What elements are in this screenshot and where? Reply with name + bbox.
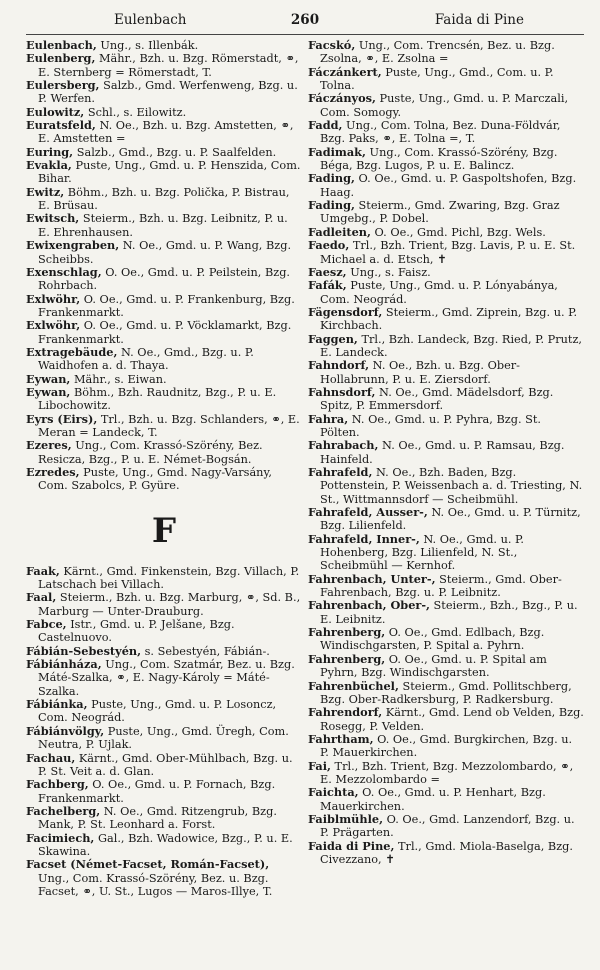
entry-headword: Eulowitz, — [26, 104, 85, 119]
header-left-guideword: Eulenbach — [114, 12, 187, 28]
entry-headword: Fahra, — [308, 411, 349, 426]
section-letter: F — [151, 510, 177, 551]
entry-headword: Faiblmühle, — [308, 811, 383, 826]
entry-text: N. Oe., Gmd., Bzg. u. P. Waidhofen a. d. Thaya. — [38, 345, 254, 373]
entry-text: Mähr., s. Eiwan. — [70, 372, 167, 386]
dictionary-entry — [308, 706, 584, 733]
dictionary-entry — [26, 752, 302, 779]
dictionary-entry — [308, 199, 584, 226]
dictionary-entry — [26, 346, 302, 373]
entry-headword: Facset (Német-Facset, Román-Facset), — [26, 857, 270, 872]
entry-headword: Ewitsch, — [26, 211, 80, 226]
entry-headword: Faida di Pine, — [308, 838, 395, 853]
dictionary-entry — [26, 658, 302, 698]
entry-text: O. Oe., Gmd. u. P. Gaspoltshofen, Bzg. Haag. — [320, 172, 577, 199]
entry-headword: Faal, — [26, 590, 57, 605]
entry-headword: Fachberg, — [26, 777, 89, 792]
entry-headword: Fahrenberg, — [308, 651, 386, 666]
entry-text: Ung., s. Faisz. — [346, 265, 431, 279]
entry-headword: Fahrabach, — [308, 438, 379, 453]
entry-headword: Facimiech, — [26, 830, 95, 845]
entry-text: Salzb., Gmd., Bzg. u. P. Saalfelden. — [73, 145, 277, 159]
entry-headword: Facskó, — [308, 38, 356, 52]
entry-text: Steierm., Gmd. Pollitschberg, Bzg. Ober-Radkersburg, P. Radkersburg. — [320, 679, 572, 706]
dictionary-entry — [308, 386, 584, 413]
entry-headword: Fahrenbüchel, — [308, 678, 399, 693]
dictionary-entry — [308, 626, 584, 653]
entry-text: Ung., Com. Krassó-Szörény, Bez. Resicza, Bzg., P. u. E. Német-Bogsán. — [38, 439, 263, 466]
entry-text: O. Oe., Gmd. Burgkirchen, Bzg. u. P. Mauerkirchen. — [320, 732, 573, 760]
entry-text: Puste, Ung., Gmd. u. P. Marczali, Com. Somogy. — [320, 92, 569, 119]
dictionary-entry — [26, 725, 302, 752]
right-column — [308, 39, 584, 898]
dictionary-entry — [308, 333, 584, 360]
dictionary-entry — [26, 618, 302, 645]
header-right-guideword: Faida di Pine — [434, 12, 524, 28]
dictionary-entry — [308, 573, 584, 600]
entry-text: Puste, Ung., Gmd. Üregh, Com. Neutra, P. Ujlak. — [38, 724, 289, 752]
entry-text: Steierm., Gmd. Ober-Fahrenbach, Bzg. u. P. Leibnitz. — [320, 572, 562, 600]
entry-text: N. Oe., Bzh. Baden, Bzg. Pottenstein, P. Weissenbach a. d. Triesting, N. St., Wittmannsdorf — Scheibmühl. — [320, 466, 583, 506]
dictionary-entry — [308, 413, 584, 440]
dictionary-entry — [26, 79, 302, 106]
entry-text: O. Oe., Gmd. u. P. Vöcklamarkt, Bzg. Frankenmarkt. — [38, 319, 292, 346]
entry-headword: Exlwöhr, — [26, 318, 81, 333]
page-header — [26, 12, 584, 35]
dictionary-entry — [308, 840, 584, 867]
entry-text: Steierm., Bzh. u. Bzg. Leibnitz, P. u. E. Ehrenhausen. — [38, 212, 288, 239]
right-column-entries — [308, 39, 584, 866]
left-column — [26, 39, 302, 898]
entry-text: Kärnt., Gmd. Ober-Mühlbach, Bzg. u. P. St. Veit a. d. Glan. — [38, 751, 293, 778]
dictionary-entry — [308, 306, 584, 333]
entry-headword: Faggen, — [308, 331, 358, 346]
entry-headword: Fadimak, — [308, 144, 366, 159]
entry-headword: Ewitz, — [26, 184, 65, 199]
entry-headword: Fai, — [308, 758, 331, 773]
entry-text: Istr., Gmd. u. P. Jelšane, Bzg. Castelnuovo. — [38, 618, 235, 645]
entry-text: Trl., Bzh. Trient, Bzg. Mezzolombardo, ⚭, E. Mezzolombardo = — [320, 759, 574, 786]
entry-text: Ung., Com. Szatmár, Bez. u. Bzg. Máté-Szalka, ⚭, E. Nagy-Károly = Máté-Szalka. — [38, 658, 295, 698]
entry-headword: Fahrafeld, — [308, 465, 373, 479]
entry-headword: Fahrenbach, Unter-, — [308, 571, 436, 586]
dictionary-entry — [308, 146, 584, 173]
entry-text: N. Oe., Gmd. u. P. Türnitz, Bzg. Lilienfeld. — [320, 506, 581, 533]
entry-headword: Faichta, — [308, 785, 359, 800]
entry-text: O. Oe., Gmd. u. P. Peilstein, Bzg. Rohrbach. — [38, 265, 291, 293]
entry-headword: Eulersberg, — [26, 78, 100, 93]
entry-headword: Fáczányos, — [308, 91, 376, 106]
entry-headword: Exenschlag, — [26, 264, 102, 279]
entry-text: Trl., Bzh. u. Bzg. Schlanders, ⚭, E. Meran = Landeck, T. — [38, 412, 300, 439]
entry-text: O. Oe., Gmd. Edlbach, Bzg. Windischgarsten, P. Spital a. Pyhrn. — [320, 626, 545, 653]
dictionary-entry — [26, 146, 302, 159]
entry-headword: Ezredes, — [26, 465, 80, 479]
entry-headword: Eulenberg, — [26, 51, 96, 66]
dictionary-entry — [308, 786, 584, 813]
entry-text: Kärnt., Gmd. Lend ob Velden, Bzg. Rosegg, P. Velden. — [320, 706, 584, 733]
entry-headword: Eulenbach, — [26, 38, 97, 52]
dictionary-entry — [26, 212, 302, 239]
entry-text: Ung., s. Illenbák. — [96, 39, 199, 52]
dictionary-entry — [308, 466, 584, 506]
dictionary-entry — [308, 39, 584, 66]
entry-text: Puste, Ung., Gmd. u. P. Losoncz, Com. Neográd. — [38, 698, 277, 725]
left-column-e-entries — [26, 39, 302, 493]
entry-headword: Eywan, — [26, 384, 71, 399]
entry-text: Steierm., Bzh., Bzg., P. u. E. Leibnitz. — [320, 599, 578, 626]
dictionary-entry — [26, 591, 302, 618]
dictionary-entry — [26, 239, 302, 266]
entry-text: Gal., Bzh. Wadowice, Bzg., P. u. E. Skawina. — [38, 831, 293, 858]
entry-headword: Fabce, — [26, 617, 67, 632]
dictionary-entry — [26, 266, 302, 293]
entry-text: O. Oe., Gmd. Pichl, Bzg. Wels. — [370, 225, 546, 239]
entry-headword: Fading, — [308, 198, 355, 213]
entry-text: N. Oe., Bzh. u. Bzg. Amstetten, ⚭, E. Amstetten = — [38, 119, 294, 146]
entry-text: N. Oe., Gmd. u. P. Ramsau, Bzg. Hainfeld. — [320, 439, 565, 466]
dictionary-entry — [308, 92, 584, 119]
entry-text: Puste, Ung., Gmd. u. P. Lónyabánya, Com. Neográd. — [320, 279, 558, 306]
dictionary-entry — [308, 66, 584, 93]
entry-headword: Ezeres, — [26, 438, 72, 453]
entry-headword: Fägensdorf, — [308, 304, 383, 319]
entry-text: O. Oe., Gmd. Lanzendorf, Bzg. u. P. Prägarten. — [320, 812, 575, 840]
entry-headword: Eyrs (Eirs), — [26, 411, 98, 426]
entry-headword: Faak, — [26, 563, 60, 578]
dictionary-entry — [26, 106, 302, 119]
entry-headword: Fahndorf, — [308, 358, 370, 373]
dictionary-entry — [308, 760, 584, 787]
dictionary-entry — [308, 680, 584, 707]
entry-headword: Fáczánkert, — [308, 64, 382, 79]
entry-text: N. Oe., Gmd. Ritzengrub, Bzg. Mank, P. St. Leonhard a. Forst. — [38, 804, 277, 832]
dictionary-entry — [308, 239, 584, 266]
dictionary-entry — [26, 119, 302, 146]
entry-text: N. Oe., Gmd. u. P. Wang, Bzg. Scheibbs. — [38, 239, 292, 266]
entry-text: Trl., Bzh. Landeck, Bzg. Ried, P. Prutz, E. Landeck. — [320, 332, 583, 359]
entry-headword: Fadd, — [308, 118, 343, 133]
dictionary-entry — [26, 645, 302, 658]
dictionary-entry — [26, 805, 302, 832]
entry-headword: Euring, — [26, 144, 74, 159]
entry-text: Steierm., Gmd. Zwaring, Bzg. Graz Umgebg., P. Dobel. — [320, 199, 560, 226]
dictionary-entry — [308, 226, 584, 239]
dictionary-entry — [308, 599, 584, 626]
entry-text: Trl., Gmd. Miola-Baselga, Bzg. Civezzano, ✝ — [320, 839, 573, 866]
left-column-f-entries — [26, 565, 302, 899]
entry-text: O. Oe., Gmd. u. P. Frankenburg, Bzg. Frankenmarkt. — [38, 292, 295, 319]
dictionary-entry — [308, 119, 584, 146]
entry-headword: Eywan, — [26, 371, 71, 386]
entry-headword: Extragebäude, — [26, 344, 118, 359]
entry-headword: Evakla, — [26, 158, 72, 173]
entry-text: Ung., Com. Tolna, Bez. Duna-Földvár, Bzg. Paks, ⚭, E. Tolna =, T. — [320, 119, 561, 146]
dictionary-entry — [308, 439, 584, 466]
dictionary-entry — [26, 832, 302, 859]
entry-text: Trl., Bzh. Trient, Bzg. Lavis, P. u. E. St. Michael a. d. Etsch, ✝ — [320, 239, 576, 266]
dictionary-entry — [308, 813, 584, 840]
dictionary-entry — [26, 319, 302, 346]
entry-headword: Fading, — [308, 171, 355, 186]
entry-headword: Euratsfeld, — [26, 118, 96, 133]
entry-headword: Fahrenbach, Ober-, — [308, 598, 430, 613]
dictionary-entry — [308, 533, 584, 573]
entry-headword: Fahrafeld, Inner-, — [308, 531, 420, 546]
entry-text: Ung., Com. Trencsén, Bez. u. Bzg. Zsolna, ⚭, E. Zsolna = — [320, 39, 555, 66]
entry-text: Ung., Com. Krassó-Szörény, Bzg. Béga, Bzg. Lugos, P. u. E. Balincz. — [320, 145, 558, 173]
entry-text: Kärnt., Gmd. Finkenstein, Bzg. Villach, P. Latschach bei Villach. — [38, 564, 300, 592]
entry-headword: Fachelberg, — [26, 803, 101, 818]
dictionary-entry — [26, 52, 302, 79]
columns — [26, 39, 584, 898]
entry-text: Puste, Ung., Gmd. u. P. Henszida, Com. Bihar. — [38, 159, 301, 186]
dictionary-entry — [26, 778, 302, 805]
dictionary-entry — [308, 506, 584, 533]
entry-headword: Fahnsdorf, — [308, 384, 376, 399]
entry-text: Puste, Ung., Gmd. Nagy-Varsány, Com. Szabolcs, P. Gyüre. — [38, 466, 272, 493]
entry-headword: Fábiánháza, — [26, 657, 102, 672]
dictionary-entry — [308, 733, 584, 760]
entry-headword: Fábiánvölgy, — [26, 723, 105, 738]
dictionary-entry — [308, 172, 584, 199]
dictionary-entry — [26, 293, 302, 320]
entry-headword: Fachau, — [26, 750, 76, 765]
entry-headword: Fábiánka, — [26, 697, 88, 712]
dictionary-entry — [308, 266, 584, 279]
entry-headword: Fahrenberg, — [308, 625, 386, 640]
dictionary-entry — [308, 653, 584, 680]
dictionary-entry — [308, 359, 584, 386]
entry-text: O. Oe., Gmd. u. P. Spital am Pyhrn, Bzg. Windischgarsten. — [320, 652, 547, 680]
entry-text: Salzb., Gmd. Werfenweng, Bzg. u. P. Werfen. — [38, 79, 298, 106]
entry-headword: Faedo, — [308, 238, 350, 253]
entry-text: Schl., s. Eilowitz. — [84, 105, 187, 119]
entry-text: Mähr., Bzh. u. Bzg. Römerstadt, ⚭, E. Sternberg = Römerstadt, T. — [38, 52, 299, 79]
entry-text: O. Oe., Gmd. u. P. Fornach, Bzg. Frankenmarkt. — [38, 778, 276, 805]
entry-headword: Fahrafeld, Ausser-, — [308, 505, 428, 520]
entry-text: N. Oe., Gmd. u. P. Hohenberg, Bzg. Lilienfeld, N. St., Scheibmühl — Kernhof. — [320, 532, 524, 573]
dictionary-entry — [26, 439, 302, 466]
dictionary-entry — [26, 373, 302, 386]
entry-headword: Fábián-Sebestyén, — [26, 643, 142, 658]
entry-headword: Faesz, — [308, 264, 347, 279]
entry-headword: Ewixengraben, — [26, 238, 120, 253]
entry-text: N. Oe., Gmd. u. P. Pyhra, Bzg. St. Pölten. — [320, 412, 542, 439]
dictionary-entry — [26, 386, 302, 413]
entry-text: Puste, Ung., Gmd., Com. u. P. Tolna. — [320, 65, 554, 93]
entry-text: Böhm., Bzh. u. Bzg. Polička, P. Bistrau, E. Brüsau. — [38, 185, 290, 213]
entry-headword: Exlwöhr, — [26, 291, 81, 306]
dictionary-entry — [26, 413, 302, 440]
entry-text: s. Sebestyén, Fábián-. — [141, 644, 270, 658]
dictionary-entry — [26, 858, 302, 898]
entry-text: Steierm., Bzh. u. Bzg. Marburg, ⚭, Sd. B., Marburg — Unter-Drauburg. — [38, 591, 301, 618]
entry-headword: Fahrendorf, — [308, 705, 383, 720]
dictionary-entry — [26, 186, 302, 213]
entry-text: Steierm., Gmd. Ziprein, Bzg. u. P. Kirchbach. — [320, 305, 578, 333]
entry-text: O. Oe., Gmd. u. P. Henhart, Bzg. Mauerkirchen. — [320, 786, 546, 813]
page-number: 260 — [290, 12, 320, 28]
dictionary-entry — [26, 39, 302, 52]
entry-headword: Fahrtham, — [308, 731, 374, 746]
dictionary-entry — [26, 159, 302, 186]
dictionary-entry — [26, 466, 302, 493]
dictionary-entry — [26, 565, 302, 592]
entry-headword: Fadleiten, — [308, 224, 371, 239]
entry-text: N. Oe., Gmd. Mädelsdorf, Bzg. Spitz, P. Emmersdorf. — [320, 385, 554, 413]
entry-text: Ung., Com. Krassó-Szörény, Bez. u. Bzg. Facset, ⚭, U. St., Lugos — Maros-Illye, T. — [38, 871, 273, 898]
entry-headword: Fafák, — [308, 278, 347, 293]
dictionary-entry — [26, 698, 302, 725]
entry-text: Böhm., Bzh. Raudnitz, Bzg., P. u. E. Libochowitz. — [38, 385, 277, 413]
entry-text: N. Oe., Bzh. u. Bzg. Ober-Hollabrunn, P. u. E. Ziersdorf. — [320, 359, 520, 386]
dictionary-entry — [308, 279, 584, 306]
